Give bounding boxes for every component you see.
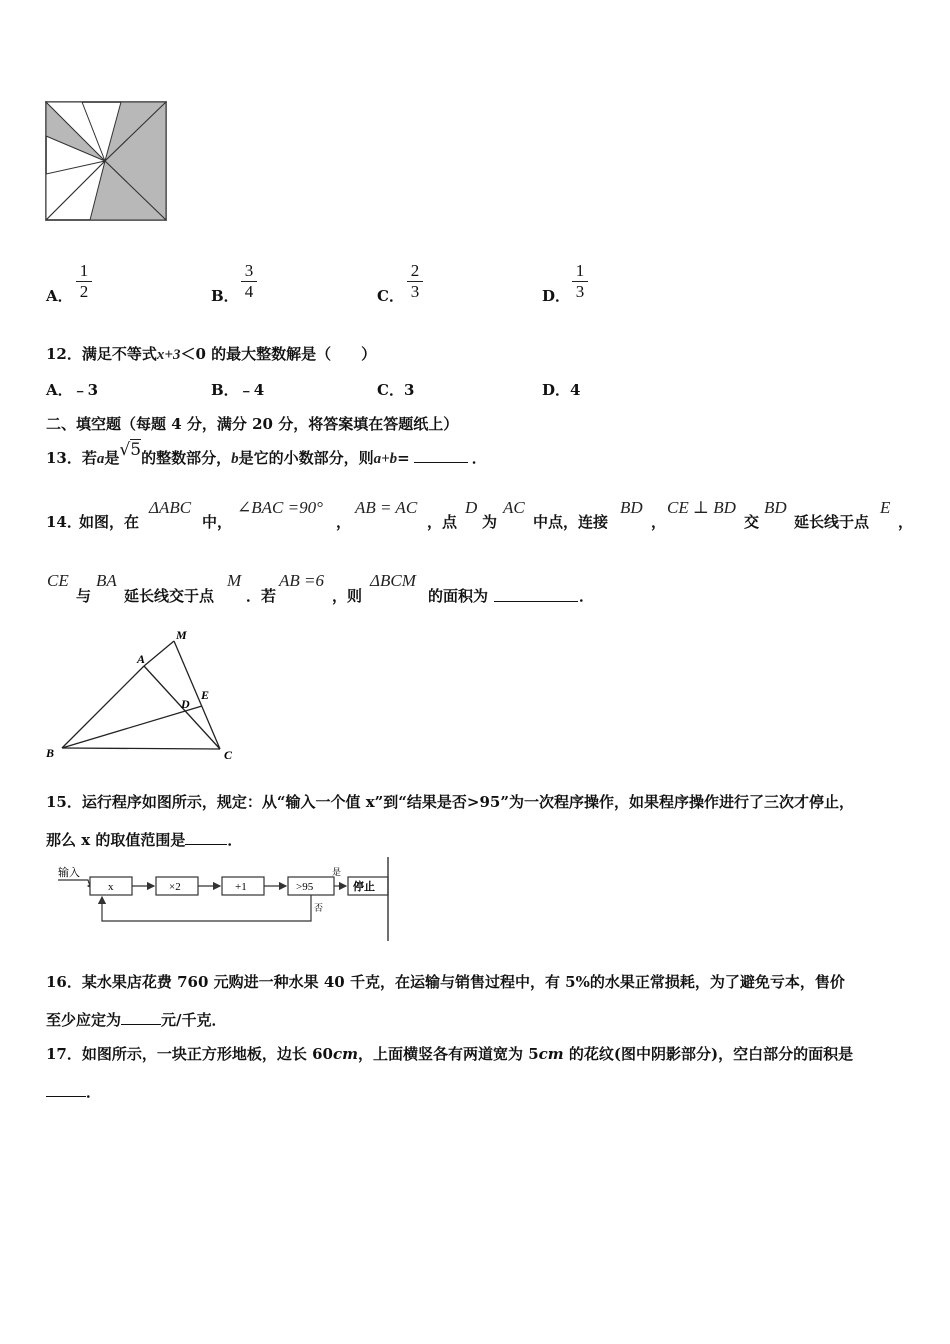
q17-line-2: ．: [46, 1081, 101, 1102]
svg-text:x: x: [108, 881, 114, 893]
q15-line-1: 15．运行程序如图所示，规定：从“输入一个值 x”到“结果是否>95”为一次程序操作，如果程序操作进行了三次才停止，: [46, 793, 854, 811]
q17-line-1: 17．如图所示，一块正方形地板，边长 60cm，上面横竖各有两道宽为 5cm 的花纹(图中阴影部分)，空白部分的面积是: [46, 1045, 854, 1063]
option-c-letter: C．: [377, 287, 404, 305]
svg-text:+1: +1: [235, 881, 247, 893]
q13-answer-blank[interactable]: [414, 448, 468, 463]
option-b-fraction: 3 4: [241, 262, 257, 301]
q13-stem: 13．若a是√5的整数部分，b是它的小数部分，则a+b= ．: [46, 440, 487, 467]
flow-input-label: 输入: [58, 867, 80, 879]
section-2-title: 二、填空题（每题 4 分，满分 20 分，将答案填在答题纸上）: [46, 415, 459, 433]
triangle-bcm: ΔBCM: [370, 571, 416, 590]
pinwheel-square-figure: [44, 100, 168, 222]
triangle-diagram: [44, 628, 244, 766]
q16-line-2: 至少应定为 元/千克．: [46, 1011, 227, 1029]
angle-bac: ∠BAC =90°: [237, 498, 323, 517]
ce-perp-bd: CE ⊥ BD: [667, 498, 736, 517]
option-a-fraction: 1 2: [76, 262, 92, 301]
label-a: A: [137, 652, 146, 666]
option-d-fraction: 1 3: [572, 262, 588, 301]
q15-answer-blank[interactable]: [185, 830, 227, 845]
q16-line-1: 16．某水果店花费 760 元购进一种水果 40 千克，在运输与销售过程中，有 5%的水果正常损耗，为了避免亏本，售价: [46, 973, 845, 991]
q15-line-2: 那么 x 的取值范围是 ．: [46, 831, 243, 849]
q12-option-d: D．4: [542, 381, 581, 399]
ab-eq-6: AB =6: [279, 571, 324, 590]
option-b-letter: B．: [211, 287, 239, 305]
option-d-letter: D．: [542, 287, 571, 305]
q12-option-c: C．3: [377, 381, 415, 399]
svg-text:>95: >95: [296, 881, 314, 893]
svg-text:×2: ×2: [169, 881, 181, 893]
label-c: C: [224, 748, 233, 762]
label-d: D: [181, 697, 190, 711]
label-e: E: [201, 688, 210, 702]
flow-no-label: 否: [314, 903, 324, 913]
q12-stem: 12．满足不等式x+3＜0 的最大整数解是（ ）: [46, 345, 377, 363]
ab-eq-ac: AB = AC: [355, 498, 418, 517]
triangle-abc: ΔABC: [149, 498, 192, 517]
q17-answer-blank[interactable]: [46, 1082, 86, 1097]
program-flowchart: [44, 857, 394, 945]
q16-answer-blank[interactable]: [121, 1010, 161, 1025]
label-m: M: [176, 628, 187, 642]
q12-option-b: B．﹣4: [211, 381, 265, 399]
q12-option-a: A．﹣3: [46, 381, 99, 399]
option-a-letter: A．: [46, 287, 73, 305]
svg-text:停止: 停止: [353, 881, 375, 893]
sqrt-symbol: √5: [119, 440, 142, 460]
option-c-fraction: 2 3: [407, 262, 423, 301]
flow-yes-label: 是: [332, 867, 342, 877]
q14-answer-blank[interactable]: [494, 587, 578, 602]
label-b: B: [46, 746, 55, 760]
